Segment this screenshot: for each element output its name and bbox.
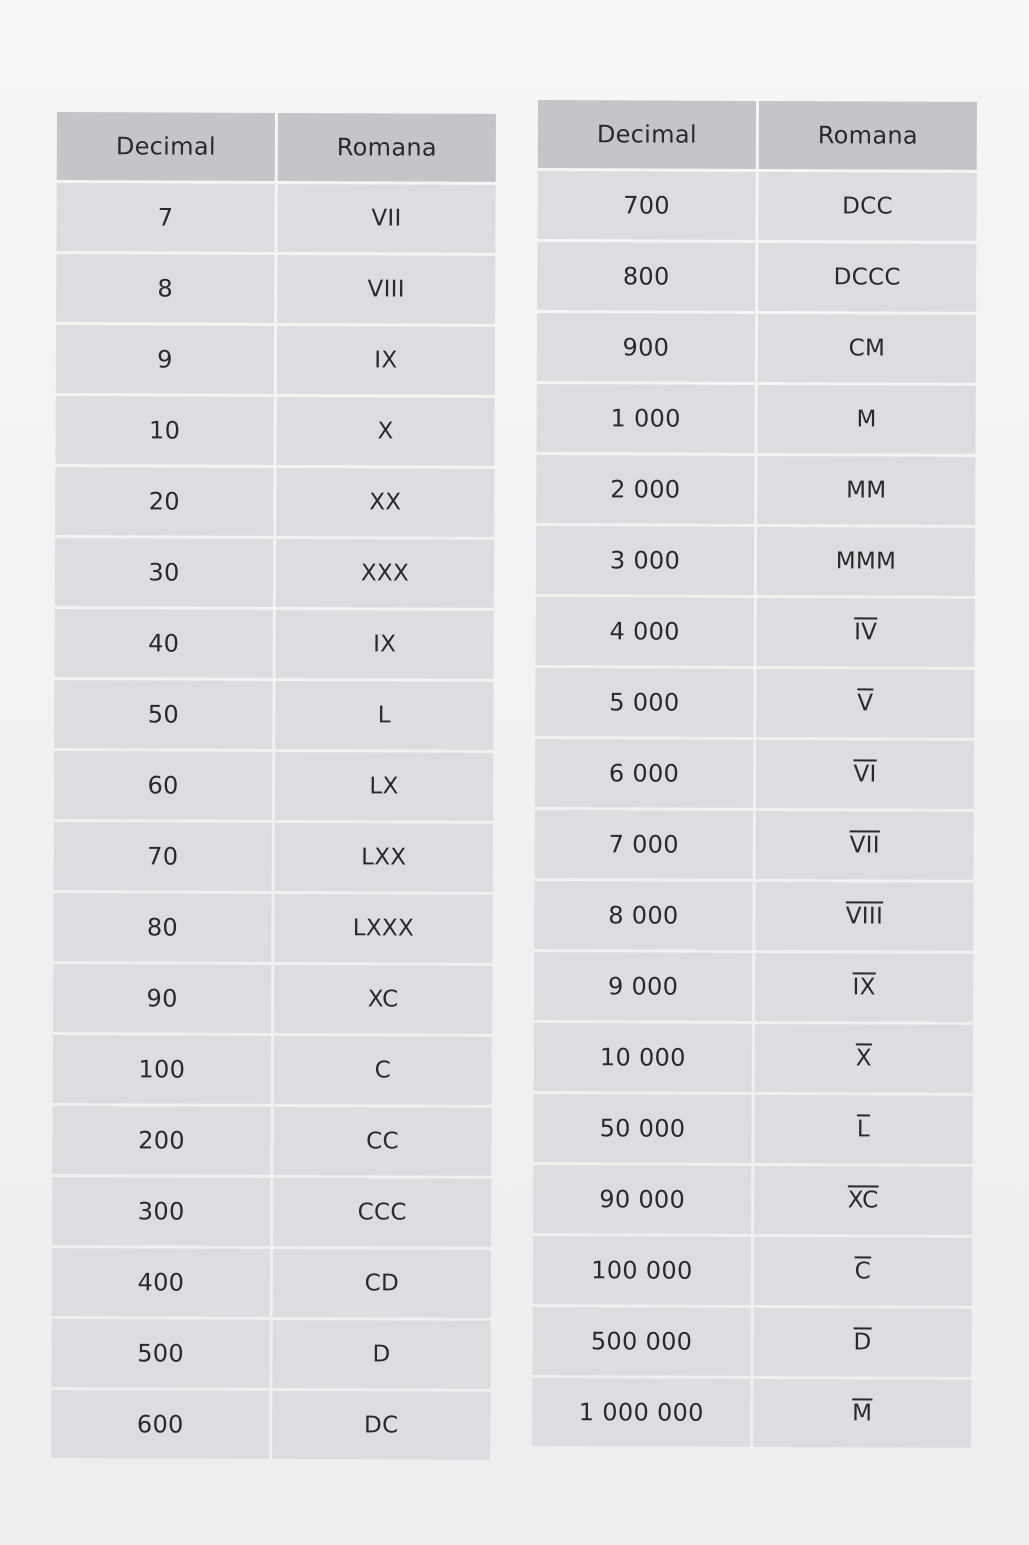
roman-cell-text: C	[374, 1057, 392, 1084]
header-decimal	[538, 100, 756, 169]
decimal-cell-text: 1 000	[610, 404, 681, 433]
header-roman-text: Romana	[336, 133, 437, 162]
roman-cell-text: IX	[374, 347, 398, 374]
decimal-cell	[535, 668, 753, 737]
roman-cell	[272, 1391, 490, 1460]
decimal-cell-text: 7	[157, 203, 174, 232]
roman-cell	[272, 1320, 490, 1389]
decimal-cell-text: 1 000 000	[578, 1398, 704, 1427]
roman-cell-text: DC	[364, 1412, 399, 1439]
roman-cell	[276, 539, 494, 608]
roman-cell	[754, 1237, 972, 1306]
header-roman	[278, 113, 496, 182]
roman-cell	[758, 314, 976, 383]
roman-cell-text: XXX	[360, 560, 410, 587]
header-roman	[759, 101, 977, 170]
roman-cell	[756, 669, 974, 738]
decimal-cell-text: 80	[146, 913, 179, 942]
roman-cell	[758, 243, 976, 312]
header-decimal-text: Decimal	[596, 120, 697, 149]
roman-cell-text: LXXX	[352, 915, 415, 942]
roman-cell	[755, 1024, 973, 1093]
decimal-cell-text: 40	[148, 629, 180, 658]
roman-cell	[275, 681, 493, 750]
roman-cell-text: $\overline{VII}$	[849, 832, 880, 859]
decimal-cell	[52, 1177, 270, 1246]
decimal-cell-text: 800	[622, 262, 670, 291]
roman-cell	[753, 1308, 971, 1377]
decimal-cell	[56, 325, 274, 394]
roman-cell	[276, 610, 494, 679]
decimal-cell	[537, 242, 755, 311]
roman-cell-text: CD	[364, 1270, 400, 1297]
decimal-cell	[533, 1165, 751, 1234]
decimal-cell	[535, 739, 753, 808]
roman-cell	[756, 811, 974, 880]
roman-cell-text: $\overline{D}$	[853, 1329, 872, 1356]
decimal-cell	[51, 1319, 269, 1388]
roman-cell-text: L	[377, 702, 391, 729]
roman-cell-text: $\overline{C}$	[854, 1258, 872, 1285]
roman-cell-text: X	[377, 418, 394, 445]
decimal-cell	[52, 1106, 270, 1175]
decimal-cell-text: 5 000	[609, 688, 680, 717]
roman-cell	[754, 1166, 972, 1235]
decimal-cell	[53, 964, 271, 1033]
roman-cell-text: DCC	[842, 193, 893, 220]
roman-cell	[276, 468, 494, 537]
decimal-cell-text: 10	[148, 416, 181, 445]
roman-cell	[755, 882, 973, 951]
roman-cell-text: $\overline{L}$	[856, 1116, 871, 1143]
roman-cell-text: LX	[369, 773, 399, 800]
decimal-cell-text: 200	[138, 1126, 185, 1155]
header-roman-text: Romana	[817, 121, 918, 150]
decimal-cell	[56, 183, 274, 252]
roman-cell-text: MM	[846, 477, 887, 504]
roman-cell-text: M	[856, 406, 877, 433]
decimal-cell	[52, 1248, 270, 1317]
decimal-cell-text: 7 000	[608, 830, 679, 859]
roman-cell-text: $\overline{X}$	[855, 1045, 872, 1072]
decimal-cell	[534, 952, 752, 1021]
decimal-cell	[51, 1390, 269, 1459]
decimal-cell-text: 300	[137, 1197, 185, 1226]
decimal-cell-text: 400	[137, 1268, 185, 1297]
decimal-cell-text: 500 000	[590, 1327, 693, 1356]
decimal-cell-text: 9	[157, 345, 173, 374]
decimal-cell	[534, 1023, 752, 1092]
decimal-cell-text: 30	[148, 558, 180, 587]
roman-cell	[276, 397, 494, 466]
decimal-cell	[56, 254, 274, 323]
decimal-cell	[55, 396, 273, 465]
header-decimal	[57, 112, 275, 181]
roman-cell-text: CM	[848, 335, 886, 362]
roman-cell	[277, 255, 495, 324]
roman-cell	[277, 184, 495, 253]
decimal-cell	[55, 467, 273, 536]
decimal-cell	[534, 881, 752, 950]
decimal-cell	[532, 1378, 750, 1447]
decimal-cell	[532, 1307, 750, 1376]
decimal-cell	[537, 171, 755, 240]
decimal-cell	[533, 1094, 751, 1163]
roman-cell-text: XX	[369, 489, 402, 516]
decimal-cell-text: 600	[136, 1410, 184, 1439]
decimal-cell	[53, 893, 271, 962]
decimal-cell-text: 100	[138, 1055, 186, 1084]
roman-cell	[754, 1095, 972, 1164]
roman-cell-text: XC	[367, 986, 399, 1013]
decimal-cell-text: 10 000	[599, 1043, 686, 1072]
roman-cell-text: D	[372, 1341, 391, 1368]
roman-cell	[755, 953, 973, 1022]
roman-cell	[274, 894, 492, 963]
decimal-cell-text: 700	[623, 191, 670, 220]
decimal-cell-text: 100 000	[591, 1256, 693, 1285]
decimal-cell	[53, 1035, 271, 1104]
decimal-cell	[537, 313, 755, 382]
decimal-cell-text: 500	[137, 1339, 185, 1368]
roman-cell-text: CCC	[357, 1199, 407, 1226]
decimal-cell	[535, 810, 753, 879]
decimal-cell	[54, 680, 272, 749]
roman-cell-text: $\overline{M}$	[852, 1400, 873, 1427]
decimal-cell-text: 2 000	[610, 475, 681, 504]
decimal-cell-text: 60	[147, 771, 179, 800]
roman-cell	[757, 527, 975, 596]
roman-cell	[753, 1379, 971, 1448]
decimal-cell-text: 8 000	[608, 901, 679, 930]
decimal-cell-text: 4 000	[609, 617, 680, 646]
roman-cell	[273, 1178, 491, 1247]
decimal-cell-text: 6 000	[608, 759, 680, 788]
roman-cell-text: VIII	[845, 903, 884, 930]
roman-cell-text: IX	[373, 631, 397, 658]
roman-cell-text: DCCC	[833, 264, 901, 291]
decimal-cell-text: 90 000	[599, 1185, 686, 1214]
decimal-cell	[54, 822, 272, 891]
decimal-cell-text: 50 000	[599, 1114, 686, 1143]
decimal-cell-text: 9 000	[607, 972, 679, 1001]
roman-cell-text: MMM	[835, 548, 897, 575]
decimal-cell	[533, 1236, 751, 1305]
roman-table-left	[51, 112, 496, 1460]
decimal-cell-text: 900	[622, 333, 670, 362]
roman-cell-text: $\overline{IV}$	[854, 619, 878, 646]
roman-cell	[275, 752, 493, 821]
decimal-cell	[536, 597, 754, 666]
decimal-cell	[55, 609, 273, 678]
roman-cell-text: VIII	[367, 276, 405, 303]
roman-cell-text: $\overline{VI}$	[853, 761, 877, 788]
roman-cell	[277, 326, 495, 395]
roman-cell	[758, 172, 976, 241]
decimal-cell	[55, 538, 273, 607]
roman-cell	[757, 456, 975, 525]
decimal-cell-text: 20	[148, 487, 180, 516]
decimal-cell	[536, 384, 754, 453]
roman-cell	[273, 1107, 491, 1176]
header-decimal-text: Decimal	[115, 132, 216, 161]
roman-cell-text: LXX	[361, 844, 407, 871]
decimal-cell-text: 50	[147, 700, 179, 729]
decimal-cell-text: 70	[147, 842, 179, 871]
decimal-cell-text: 8	[157, 274, 174, 303]
roman-cell-text: VII	[371, 205, 402, 232]
decimal-cell	[54, 751, 272, 820]
decimal-cell-text: 3 000	[609, 546, 681, 575]
roman-cell	[757, 598, 975, 667]
roman-cell-text: $\overline{IX}$	[852, 974, 876, 1001]
roman-table-right	[532, 100, 977, 1448]
roman-cell	[757, 385, 975, 454]
roman-cell	[273, 1249, 491, 1318]
decimal-cell	[536, 526, 754, 595]
roman-cell	[275, 823, 493, 892]
decimal-cell	[536, 455, 754, 524]
decimal-cell-text: 90	[146, 984, 178, 1013]
roman-cell-text: $\overline{V}$	[857, 690, 874, 717]
roman-cell-text: CC	[366, 1128, 399, 1155]
roman-cell	[756, 740, 974, 809]
roman-cell	[274, 1036, 492, 1105]
roman-cell-text: $\overline{XC}$	[847, 1187, 879, 1214]
roman-cell	[274, 965, 492, 1034]
